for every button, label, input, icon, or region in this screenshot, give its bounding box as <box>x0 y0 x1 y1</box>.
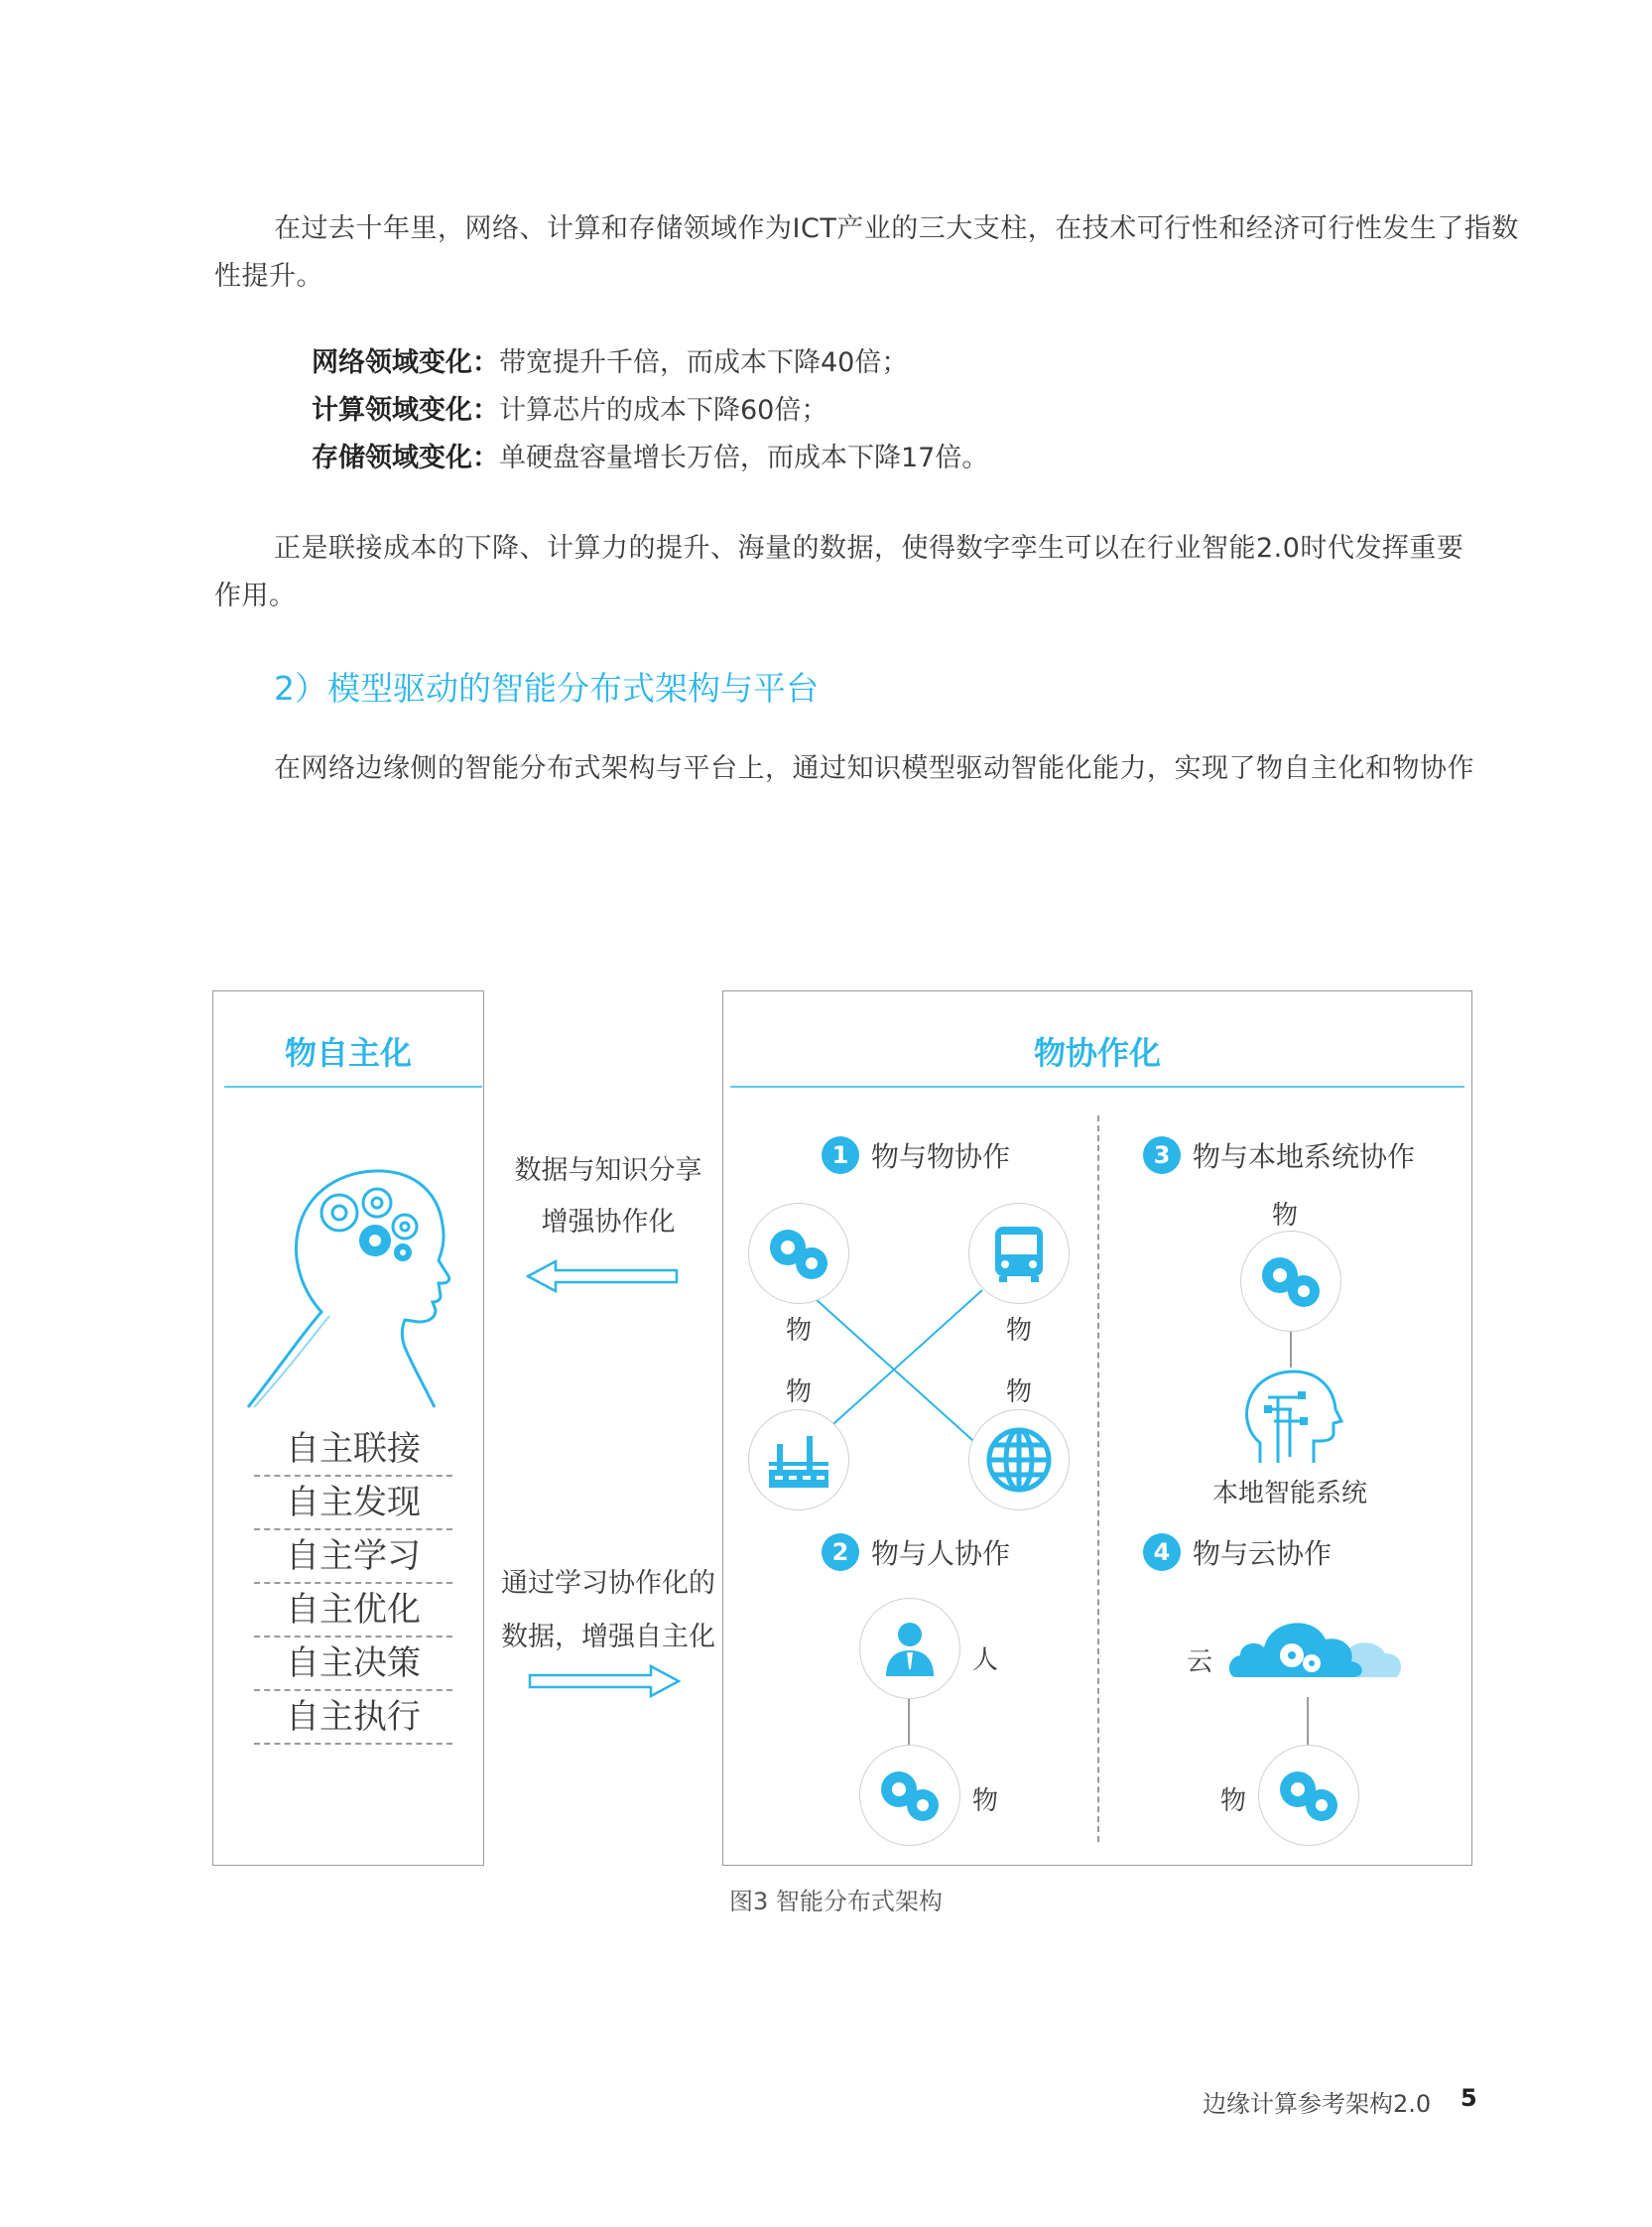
factory-icon <box>767 1430 830 1490</box>
paragraph-3: 在网络边缘侧的智能分布式架构与平台上，通过知识模型驱动智能化能力，实现了物自主化和物协作 <box>274 753 1474 784</box>
section-1-title: 1 物与物协作 <box>822 1135 1010 1175</box>
bullet-compute: 计算领域变化：计算芯片的成本下降60倍； <box>312 395 828 426</box>
thing-label: 物 <box>972 1786 999 1816</box>
gears-icon <box>1274 1766 1343 1825</box>
left-arrow-icon <box>526 1258 681 1294</box>
person-label: 人 <box>972 1645 999 1675</box>
thing-label: 物 <box>786 1316 813 1346</box>
thing-circle <box>968 1203 1070 1304</box>
gears-icon <box>764 1224 833 1283</box>
thing-circle <box>748 1409 849 1510</box>
section-2-title: 2 物与人协作 <box>822 1532 1010 1572</box>
thing-circle <box>1240 1231 1341 1332</box>
right-arrow-icon <box>526 1663 681 1699</box>
autonomy-item: 自主发现 <box>254 1477 452 1530</box>
thing-circle <box>748 1203 849 1304</box>
figure-caption: 图3 智能分布式架构 <box>729 1888 943 1915</box>
person-icon <box>880 1619 940 1678</box>
collaboration-title: 物协作化 <box>1033 1034 1161 1072</box>
arrow-top-line-1: 数据与知识分享 <box>514 1155 702 1186</box>
page-number: 5 <box>1461 2084 1477 2112</box>
thing-label: 物 <box>1220 1786 1247 1816</box>
globe-icon <box>984 1425 1054 1495</box>
gears-icon <box>1256 1251 1326 1311</box>
autonomy-item: 自主优化 <box>254 1584 452 1638</box>
bus-icon <box>989 1223 1049 1284</box>
section-heading: 2）模型驱动的智能分布式架构与平台 <box>274 669 819 708</box>
bullet-network: 网络领域变化：带宽提升千倍，而成本下降40倍； <box>312 347 909 378</box>
local-system-label: 本地智能系统 <box>1212 1479 1368 1508</box>
paragraph-2-line-1: 正是联接成本的下降、计算力的提升、海量的数据，使得数字孪生可以在行业智能2.0时代发挥重要 <box>274 533 1464 564</box>
gears-icon <box>875 1766 945 1825</box>
autonomy-item: 自主学习 <box>254 1530 452 1584</box>
arrow-top-line-2: 增强协作化 <box>541 1207 676 1238</box>
section-4-title: 4 物与云协作 <box>1143 1532 1332 1572</box>
autonomy-item: 自主执行 <box>254 1691 452 1745</box>
thing-label: 物 <box>1272 1201 1299 1231</box>
person-circle <box>859 1598 960 1699</box>
thing-label: 物 <box>1006 1316 1033 1346</box>
head-gears-icon <box>244 1163 452 1411</box>
bullet-storage: 存储领域变化：单硬盘容量增长万倍，而成本下降17倍。 <box>312 443 989 473</box>
cloud-icon <box>1226 1606 1407 1697</box>
paragraph-1-line-1: 在过去十年里，网络、计算和存储领域作为ICT产业的三大支柱，在技术可行性和经济可行性发生了指数 <box>274 213 1519 244</box>
thing-circle <box>1258 1745 1359 1846</box>
paragraph-1-line-2: 性提升。 <box>214 261 323 292</box>
autonomy-item: 自主联接 <box>254 1423 452 1477</box>
thing-label: 物 <box>786 1377 813 1407</box>
autonomy-title: 物自主化 <box>284 1034 412 1072</box>
paragraph-2-line-2: 作用。 <box>214 581 297 611</box>
thing-label: 物 <box>1006 1377 1033 1407</box>
autonomy-title-divider <box>224 1086 482 1088</box>
footer-title: 边缘计算参考架构2.0 <box>1203 2090 1432 2118</box>
section-3-title: 3 物与本地系统协作 <box>1143 1135 1415 1175</box>
arrow-bottom-line-1: 通过学习协作化的 <box>501 1568 715 1599</box>
thing-circle <box>968 1409 1070 1510</box>
thing-circle <box>859 1745 960 1846</box>
autonomy-item: 自主决策 <box>254 1638 452 1691</box>
arrow-bottom-line-2: 数据，增强自主化 <box>501 1622 715 1652</box>
ai-head-icon <box>1238 1368 1343 1467</box>
cloud-label: 云 <box>1187 1647 1213 1677</box>
